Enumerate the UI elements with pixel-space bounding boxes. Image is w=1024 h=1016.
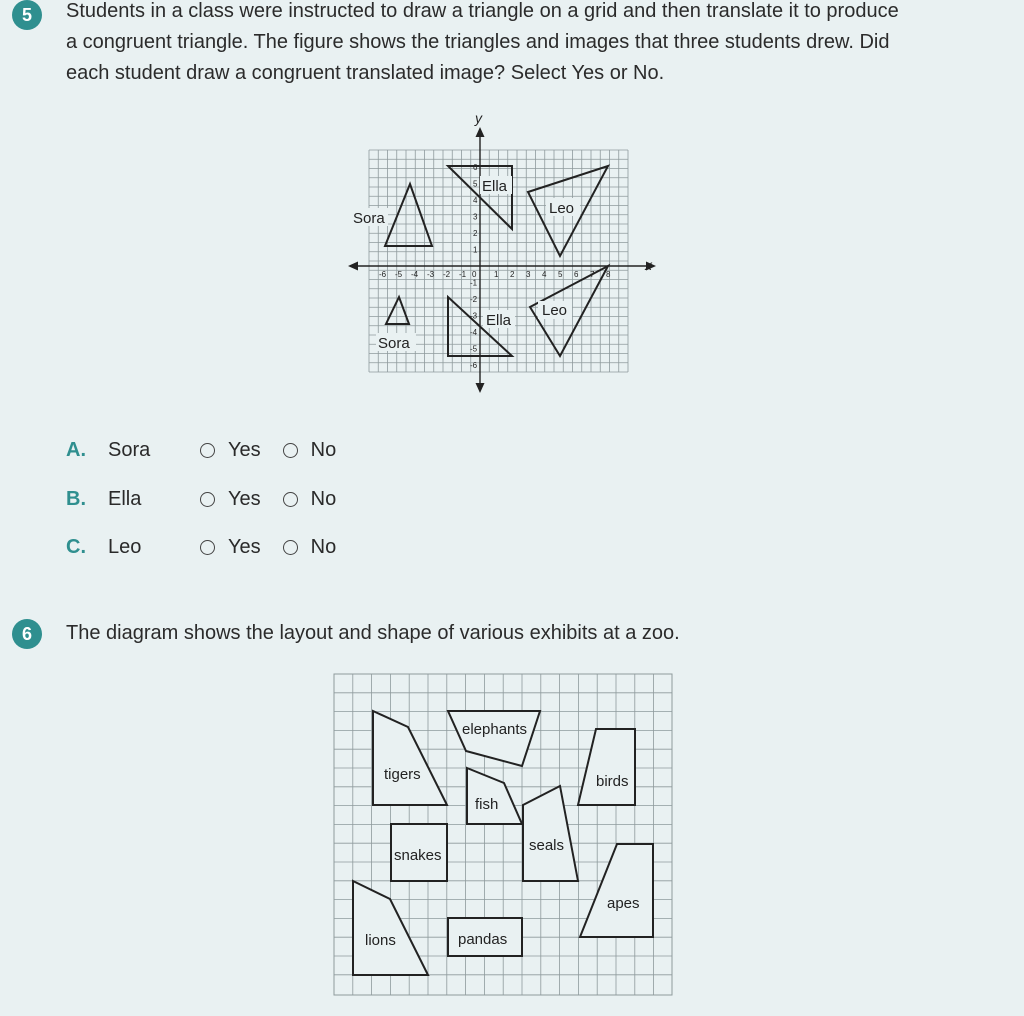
leo-no-option[interactable] — [283, 536, 337, 559]
label-sora-top: Sora — [353, 210, 385, 227]
leo-yes-option[interactable] — [200, 536, 261, 559]
leo-yes-radio[interactable] — [200, 540, 215, 555]
choice-name-leo: Leo — [108, 535, 142, 558]
question-6-number: 6 — [12, 619, 42, 649]
label-fish: fish — [475, 796, 499, 813]
label-leo-top: Leo — [549, 200, 575, 217]
label-apes: apes — [607, 895, 640, 912]
y-tick-label: -2 — [470, 295, 478, 304]
label-seals: seals — [529, 837, 565, 854]
x-tick-label: -2 — [443, 270, 451, 279]
sora-no-label: No — [310, 438, 337, 461]
ella-no-option[interactable] — [283, 488, 337, 511]
choice-letter-b: B. — [66, 487, 86, 510]
x-tick-label: 4 — [542, 270, 547, 279]
sora-yes-label: Yes — [228, 438, 261, 461]
x-tick-label: -5 — [395, 270, 403, 279]
question-6-text: The diagram shows the layout and shape of various exhibits at a zoo. — [66, 622, 680, 644]
choice-letter-a: A. — [66, 438, 86, 461]
leo-no-radio[interactable] — [283, 540, 298, 555]
label-ella-bottom: Ella — [486, 312, 512, 329]
label-ella-top: Ella — [482, 178, 508, 195]
x-tick-label: 6 — [574, 270, 579, 279]
sora-image-triangle — [386, 297, 409, 324]
x-axis-label: x — [645, 257, 652, 273]
choice-name-ella: Ella — [108, 487, 142, 510]
choice-row-b — [66, 485, 358, 513]
y-tick-label: 1 — [473, 245, 478, 255]
x-tick-label: 0 — [472, 270, 477, 279]
ella-yes-radio[interactable] — [200, 492, 215, 507]
y-tick-label: 5 — [473, 179, 478, 189]
x-tick-label: -4 — [411, 270, 419, 279]
apes-exhibit — [580, 844, 653, 937]
y-tick-label: 6 — [473, 163, 478, 172]
label-elephants: elephants — [462, 721, 528, 738]
x-tick-label: -1 — [459, 270, 467, 279]
x-tick-label: 3 — [526, 270, 531, 279]
question-5-line-3: each student draw a congruent translated image? Select Yes or No. — [66, 62, 665, 84]
y-tick-label: -4 — [470, 328, 478, 337]
elephants-exhibit — [448, 711, 540, 766]
x-tick-label: 8 — [606, 270, 611, 279]
zoo-layout-diagram — [330, 670, 678, 1000]
ella-no-label: No — [310, 487, 337, 510]
y-tick-label: 3 — [473, 212, 478, 222]
sora-yes-option[interactable] — [200, 439, 261, 462]
y-tick-label: -1 — [470, 278, 478, 288]
label-birds: birds — [596, 773, 629, 790]
y-axis-label: y — [475, 110, 482, 126]
x-axis-arrow-left — [348, 262, 358, 271]
y-tick-label: -5 — [470, 344, 478, 354]
x-tick-label: 2 — [510, 270, 515, 279]
ella-yes-option[interactable] — [200, 488, 261, 511]
choice-row-c — [66, 533, 358, 561]
label-pandas: pandas — [458, 931, 508, 948]
choice-row-a — [66, 436, 358, 464]
choice-name-sora: Sora — [108, 438, 151, 461]
ella-no-radio[interactable] — [283, 492, 298, 507]
x-tick-label: 1 — [494, 270, 499, 279]
question-5-text — [66, 0, 1006, 89]
label-sora-bottom: Sora — [378, 335, 410, 352]
y-axis-arrow-up — [476, 127, 485, 137]
sora-no-radio[interactable] — [283, 443, 298, 458]
x-tick-label: -6 — [379, 270, 387, 279]
question-5-line-2: a congruent triangle. The figure shows the triangles and images that three students drew. Did — [66, 31, 890, 53]
birds-exhibit — [578, 729, 635, 805]
coordinate-grid-figure — [340, 105, 670, 400]
x-tick-label: 7 — [590, 270, 595, 279]
label-snakes: snakes — [394, 847, 442, 864]
question-5-line-1: Students in a class were instructed to draw a triangle on a grid and then translate it to produce — [66, 0, 899, 22]
x-tick-label: 5 — [558, 270, 563, 279]
y-tick-label: 2 — [473, 229, 478, 238]
choice-letter-c: C. — [66, 535, 86, 558]
x-tick-label: -3 — [427, 270, 435, 279]
y-tick-label: -6 — [470, 361, 478, 370]
y-tick-label: 4 — [473, 196, 478, 205]
y-axis-arrow-down — [476, 383, 485, 393]
tigers-exhibit — [373, 711, 447, 805]
ella-yes-label: Yes — [228, 487, 261, 510]
label-tigers: tigers — [384, 766, 421, 783]
sora-no-option[interactable] — [283, 439, 337, 462]
leo-no-label: No — [310, 535, 337, 558]
leo-yes-label: Yes — [228, 535, 261, 558]
label-lions: lions — [365, 932, 396, 949]
seals-exhibit — [523, 786, 578, 881]
y-tick-label: -3 — [470, 311, 478, 321]
label-leo-bottom: Leo — [542, 302, 568, 319]
sora-yes-radio[interactable] — [200, 443, 215, 458]
question-5-number: 5 — [12, 0, 42, 30]
